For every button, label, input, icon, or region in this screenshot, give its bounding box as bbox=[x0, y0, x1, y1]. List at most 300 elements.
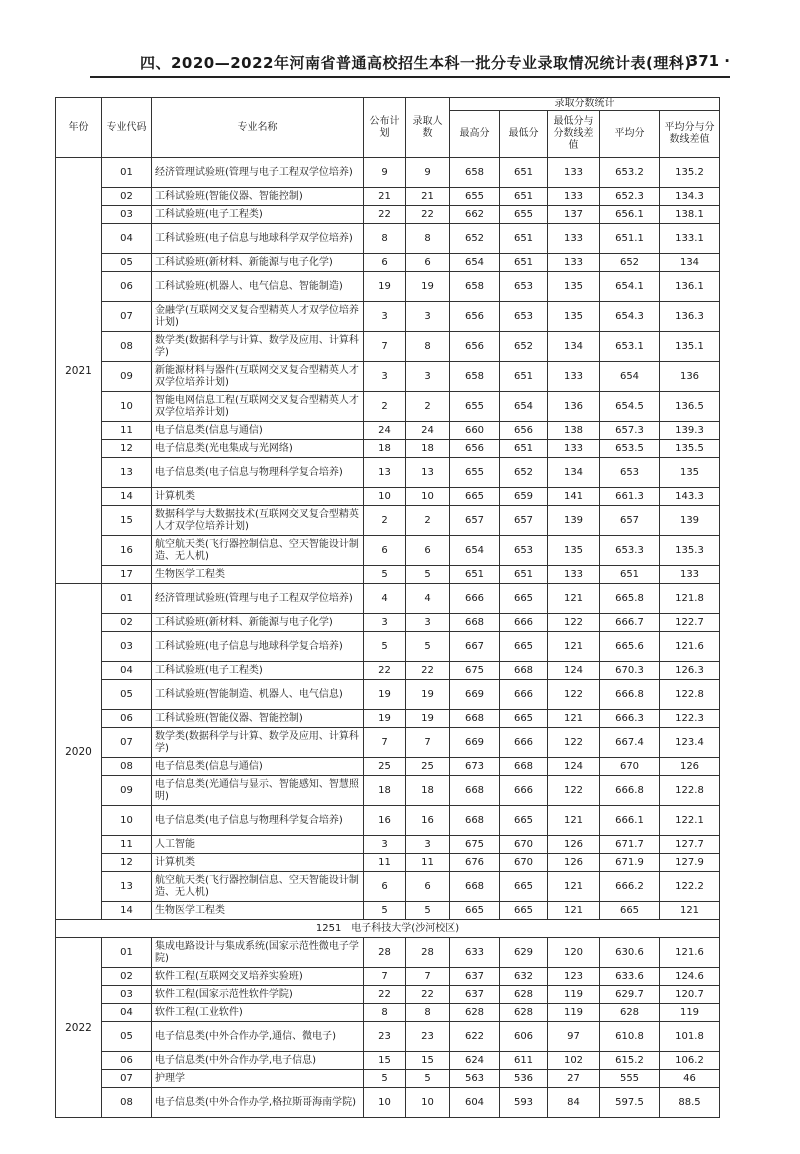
cell-avg-diff: 135.3 bbox=[660, 536, 720, 566]
cell-min: 651 bbox=[500, 158, 548, 188]
cell-min-diff: 120 bbox=[548, 938, 600, 968]
cell-avg: 671.7 bbox=[600, 836, 660, 854]
table-row bbox=[56, 158, 720, 188]
cell-avg-diff: 46 bbox=[660, 1070, 720, 1088]
year-cell: 2022 bbox=[56, 938, 102, 1118]
cell-name: 软件工程(工业软件) bbox=[152, 1004, 364, 1022]
cell-code: 07 bbox=[102, 302, 152, 332]
cell-admit: 11 bbox=[406, 854, 450, 872]
cell-admit: 2 bbox=[406, 392, 450, 422]
table-row bbox=[56, 392, 720, 422]
cell-min: 651 bbox=[500, 224, 548, 254]
cell-avg-diff: 134 bbox=[660, 254, 720, 272]
cell-max: 660 bbox=[450, 422, 500, 440]
table-row bbox=[56, 632, 720, 662]
cell-avg-diff: 122.7 bbox=[660, 614, 720, 632]
table-row bbox=[56, 776, 720, 806]
cell-plan: 16 bbox=[364, 806, 406, 836]
cell-code: 14 bbox=[102, 902, 152, 920]
cell-plan: 3 bbox=[364, 302, 406, 332]
cell-max: 675 bbox=[450, 836, 500, 854]
cell-code: 07 bbox=[102, 728, 152, 758]
cell-name: 电子信息类(信息与通信) bbox=[152, 758, 364, 776]
cell-name: 工科试验班(新材料、新能源与电子化学) bbox=[152, 254, 364, 272]
cell-code: 01 bbox=[102, 584, 152, 614]
cell-avg-diff: 136.3 bbox=[660, 302, 720, 332]
cell-name: 电子信息类(信息与通信) bbox=[152, 422, 364, 440]
cell-avg-diff: 122.2 bbox=[660, 872, 720, 902]
cell-code: 15 bbox=[102, 506, 152, 536]
cell-avg: 671.9 bbox=[600, 854, 660, 872]
cell-min-diff: 122 bbox=[548, 728, 600, 758]
cell-min-diff: 121 bbox=[548, 902, 600, 920]
cell-name: 经济管理试验班(管理与电子工程双学位培养) bbox=[152, 158, 364, 188]
cell-name: 护理学 bbox=[152, 1070, 364, 1088]
cell-min-diff: 27 bbox=[548, 1070, 600, 1088]
cell-admit: 2 bbox=[406, 506, 450, 536]
cell-code: 04 bbox=[102, 662, 152, 680]
cell-plan: 7 bbox=[364, 332, 406, 362]
cell-min-diff: 124 bbox=[548, 758, 600, 776]
cell-admit: 10 bbox=[406, 488, 450, 506]
cell-avg: 654.3 bbox=[600, 302, 660, 332]
cell-name: 工科试验班(电子信息与地球科学双学位培养) bbox=[152, 224, 364, 254]
section-2020 bbox=[56, 584, 720, 920]
cell-plan: 2 bbox=[364, 506, 406, 536]
cell-plan: 15 bbox=[364, 1052, 406, 1070]
cell-avg: 555 bbox=[600, 1070, 660, 1088]
page-header bbox=[90, 50, 730, 76]
cell-min-diff: 134 bbox=[548, 332, 600, 362]
cell-name: 软件工程(国家示范性软件学院) bbox=[152, 986, 364, 1004]
cell-admit: 19 bbox=[406, 710, 450, 728]
cell-max: 637 bbox=[450, 968, 500, 986]
cell-min: 632 bbox=[500, 968, 548, 986]
cell-avg: 661.3 bbox=[600, 488, 660, 506]
cell-min: 666 bbox=[500, 728, 548, 758]
cell-min-diff: 84 bbox=[548, 1088, 600, 1118]
cell-admit: 22 bbox=[406, 986, 450, 1004]
table-row bbox=[56, 1052, 720, 1070]
col-min: 最低分 bbox=[500, 111, 548, 158]
cell-admit: 8 bbox=[406, 224, 450, 254]
table-row bbox=[56, 986, 720, 1004]
cell-min: 653 bbox=[500, 272, 548, 302]
cell-plan: 5 bbox=[364, 632, 406, 662]
table-row bbox=[56, 422, 720, 440]
cell-admit: 5 bbox=[406, 566, 450, 584]
cell-min: 670 bbox=[500, 836, 548, 854]
cell-plan: 5 bbox=[364, 902, 406, 920]
cell-admit: 7 bbox=[406, 728, 450, 758]
cell-max: 666 bbox=[450, 584, 500, 614]
cell-name: 软件工程(互联网交叉培养实验班) bbox=[152, 968, 364, 986]
cell-min: 651 bbox=[500, 566, 548, 584]
cell-min: 651 bbox=[500, 254, 548, 272]
cell-max: 668 bbox=[450, 776, 500, 806]
cell-min: 657 bbox=[500, 506, 548, 536]
cell-max: 655 bbox=[450, 188, 500, 206]
cell-avg: 666.7 bbox=[600, 614, 660, 632]
table-row bbox=[56, 488, 720, 506]
cell-min-diff: 133 bbox=[548, 158, 600, 188]
cell-min-diff: 121 bbox=[548, 806, 600, 836]
cell-min: 666 bbox=[500, 680, 548, 710]
section-2021 bbox=[56, 158, 720, 584]
cell-code: 11 bbox=[102, 836, 152, 854]
cell-avg: 652.3 bbox=[600, 188, 660, 206]
cell-code: 10 bbox=[102, 392, 152, 422]
cell-avg-diff: 133.1 bbox=[660, 224, 720, 254]
table-row bbox=[56, 728, 720, 758]
cell-avg: 666.3 bbox=[600, 710, 660, 728]
cell-max: 655 bbox=[450, 392, 500, 422]
cell-avg-diff: 136 bbox=[660, 362, 720, 392]
table-row bbox=[56, 662, 720, 680]
cell-avg-diff: 135 bbox=[660, 458, 720, 488]
cell-max: 669 bbox=[450, 728, 500, 758]
cell-admit: 4 bbox=[406, 584, 450, 614]
cell-min: 606 bbox=[500, 1022, 548, 1052]
table-row bbox=[56, 758, 720, 776]
col-avg-diff: 平均分与分数线差值 bbox=[660, 111, 720, 158]
cell-admit: 18 bbox=[406, 776, 450, 806]
cell-avg: 651.1 bbox=[600, 224, 660, 254]
cell-avg-diff: 138.1 bbox=[660, 206, 720, 224]
cell-plan: 18 bbox=[364, 776, 406, 806]
cell-name: 工科试验班(电子工程类) bbox=[152, 206, 364, 224]
col-avg: 平均分 bbox=[600, 111, 660, 158]
cell-min: 670 bbox=[500, 854, 548, 872]
col-max: 最高分 bbox=[450, 111, 500, 158]
cell-avg: 666.2 bbox=[600, 872, 660, 902]
cell-admit: 6 bbox=[406, 872, 450, 902]
cell-min: 593 bbox=[500, 1088, 548, 1118]
cell-avg-diff: 134.3 bbox=[660, 188, 720, 206]
cell-avg: 654.1 bbox=[600, 272, 660, 302]
cell-name: 人工智能 bbox=[152, 836, 364, 854]
table-row bbox=[56, 254, 720, 272]
cell-min-diff: 122 bbox=[548, 776, 600, 806]
cell-min-diff: 126 bbox=[548, 836, 600, 854]
cell-name: 智能电网信息工程(互联网交叉复合型精英人才双学位培养计划) bbox=[152, 392, 364, 422]
cell-max: 656 bbox=[450, 332, 500, 362]
cell-avg: 665.6 bbox=[600, 632, 660, 662]
cell-name: 新能源材料与器件(互联网交叉复合型精英人才双学位培养计划) bbox=[152, 362, 364, 392]
cell-avg-diff: 135.1 bbox=[660, 332, 720, 362]
cell-avg-diff: 136.1 bbox=[660, 272, 720, 302]
table-row bbox=[56, 188, 720, 206]
cell-avg: 656.1 bbox=[600, 206, 660, 224]
cell-avg-diff: 122.8 bbox=[660, 776, 720, 806]
cell-min-diff: 133 bbox=[548, 566, 600, 584]
cell-name: 电子信息类(电子信息与物理科学复合培养) bbox=[152, 458, 364, 488]
cell-max: 657 bbox=[450, 506, 500, 536]
table-row bbox=[56, 272, 720, 302]
cell-avg: 667.4 bbox=[600, 728, 660, 758]
cell-admit: 16 bbox=[406, 806, 450, 836]
cell-avg: 670.3 bbox=[600, 662, 660, 680]
cell-plan: 5 bbox=[364, 1070, 406, 1088]
cell-plan: 22 bbox=[364, 662, 406, 680]
cell-max: 662 bbox=[450, 206, 500, 224]
cell-name: 金融学(互联网交叉复合型精英人才双学位培养计划) bbox=[152, 302, 364, 332]
cell-plan: 7 bbox=[364, 968, 406, 986]
cell-code: 03 bbox=[102, 632, 152, 662]
cell-plan: 19 bbox=[364, 710, 406, 728]
cell-name: 经济管理试验班(管理与电子工程双学位培养) bbox=[152, 584, 364, 614]
cell-min: 629 bbox=[500, 938, 548, 968]
cell-avg: 654.5 bbox=[600, 392, 660, 422]
cell-code: 08 bbox=[102, 332, 152, 362]
cell-admit: 3 bbox=[406, 836, 450, 854]
cell-avg: 665 bbox=[600, 902, 660, 920]
cell-plan: 22 bbox=[364, 206, 406, 224]
cell-max: 668 bbox=[450, 614, 500, 632]
table-row bbox=[56, 1022, 720, 1052]
cell-avg: 653.1 bbox=[600, 332, 660, 362]
cell-avg: 628 bbox=[600, 1004, 660, 1022]
page-number: · 371 · bbox=[676, 52, 730, 70]
cell-plan: 6 bbox=[364, 254, 406, 272]
cell-min: 655 bbox=[500, 206, 548, 224]
cell-max: 665 bbox=[450, 488, 500, 506]
cell-max: 637 bbox=[450, 986, 500, 1004]
cell-code: 04 bbox=[102, 1004, 152, 1022]
cell-min-diff: 126 bbox=[548, 854, 600, 872]
cell-avg-diff: 121.6 bbox=[660, 632, 720, 662]
cell-name: 生物医学工程类 bbox=[152, 902, 364, 920]
cell-admit: 18 bbox=[406, 440, 450, 458]
cell-plan: 25 bbox=[364, 758, 406, 776]
cell-name: 工科试验班(智能制造、机器人、电气信息) bbox=[152, 680, 364, 710]
cell-avg-diff: 143.3 bbox=[660, 488, 720, 506]
cell-name: 电子信息类(中外合作办学,通信、微电子) bbox=[152, 1022, 364, 1052]
col-plan: 公布计划 bbox=[364, 98, 406, 158]
cell-plan: 6 bbox=[364, 536, 406, 566]
cell-plan: 8 bbox=[364, 224, 406, 254]
cell-min-diff: 121 bbox=[548, 710, 600, 728]
cell-min: 652 bbox=[500, 332, 548, 362]
table-row bbox=[56, 938, 720, 968]
cell-avg-diff: 121.8 bbox=[660, 584, 720, 614]
cell-plan: 19 bbox=[364, 680, 406, 710]
cell-max: 633 bbox=[450, 938, 500, 968]
cell-max: 669 bbox=[450, 680, 500, 710]
cell-max: 675 bbox=[450, 662, 500, 680]
cell-avg: 653 bbox=[600, 458, 660, 488]
cell-code: 07 bbox=[102, 1070, 152, 1088]
cell-max: 668 bbox=[450, 872, 500, 902]
cell-min-diff: 119 bbox=[548, 1004, 600, 1022]
cell-code: 02 bbox=[102, 614, 152, 632]
cell-admit: 23 bbox=[406, 1022, 450, 1052]
col-name: 专业名称 bbox=[152, 98, 364, 158]
table-row bbox=[56, 566, 720, 584]
cell-code: 08 bbox=[102, 1088, 152, 1118]
cell-avg: 633.6 bbox=[600, 968, 660, 986]
admission-stats-table bbox=[55, 97, 720, 1118]
cell-code: 12 bbox=[102, 854, 152, 872]
cell-min-diff: 133 bbox=[548, 254, 600, 272]
table-row bbox=[56, 902, 720, 920]
cell-avg: 615.2 bbox=[600, 1052, 660, 1070]
cell-admit: 25 bbox=[406, 758, 450, 776]
cell-admit: 5 bbox=[406, 1070, 450, 1088]
cell-code: 16 bbox=[102, 536, 152, 566]
cell-code: 08 bbox=[102, 758, 152, 776]
cell-name: 数学类(数据科学与计算、数学及应用、计算科学) bbox=[152, 728, 364, 758]
cell-avg: 652 bbox=[600, 254, 660, 272]
cell-admit: 8 bbox=[406, 1004, 450, 1022]
cell-plan: 3 bbox=[364, 836, 406, 854]
cell-avg-diff: 127.9 bbox=[660, 854, 720, 872]
cell-max: 658 bbox=[450, 362, 500, 392]
cell-name: 电子信息类(中外合作办学,电子信息) bbox=[152, 1052, 364, 1070]
cell-admit: 5 bbox=[406, 632, 450, 662]
cell-avg-diff: 121.6 bbox=[660, 938, 720, 968]
section-2022 bbox=[56, 938, 720, 1118]
cell-min-diff: 134 bbox=[548, 458, 600, 488]
cell-min-diff: 136 bbox=[548, 392, 600, 422]
table-row bbox=[56, 1088, 720, 1118]
cell-min: 665 bbox=[500, 710, 548, 728]
cell-max: 622 bbox=[450, 1022, 500, 1052]
cell-code: 13 bbox=[102, 872, 152, 902]
cell-avg-diff: 126 bbox=[660, 758, 720, 776]
table-row bbox=[56, 1004, 720, 1022]
cell-avg-diff: 88.5 bbox=[660, 1088, 720, 1118]
cell-code: 06 bbox=[102, 710, 152, 728]
cell-code: 01 bbox=[102, 158, 152, 188]
cell-min-diff: 97 bbox=[548, 1022, 600, 1052]
table-row bbox=[56, 506, 720, 536]
cell-min-diff: 133 bbox=[548, 362, 600, 392]
cell-min-diff: 119 bbox=[548, 986, 600, 1004]
table-row bbox=[56, 584, 720, 614]
cell-min: 665 bbox=[500, 632, 548, 662]
cell-avg: 610.8 bbox=[600, 1022, 660, 1052]
cell-code: 10 bbox=[102, 806, 152, 836]
cell-avg: 657.3 bbox=[600, 422, 660, 440]
cell-admit: 24 bbox=[406, 422, 450, 440]
cell-plan: 8 bbox=[364, 1004, 406, 1022]
table-row bbox=[56, 362, 720, 392]
cell-avg-diff: 122.3 bbox=[660, 710, 720, 728]
cell-min: 665 bbox=[500, 584, 548, 614]
cell-max: 668 bbox=[450, 710, 500, 728]
table-row bbox=[56, 680, 720, 710]
cell-admit: 19 bbox=[406, 272, 450, 302]
cell-min: 656 bbox=[500, 422, 548, 440]
cell-name: 工科试验班(机器人、电气信息、智能制造) bbox=[152, 272, 364, 302]
cell-admit: 22 bbox=[406, 662, 450, 680]
cell-min-diff: 137 bbox=[548, 206, 600, 224]
cell-avg: 629.7 bbox=[600, 986, 660, 1004]
cell-min: 665 bbox=[500, 872, 548, 902]
cell-admit: 9 bbox=[406, 158, 450, 188]
cell-avg-diff: 123.4 bbox=[660, 728, 720, 758]
cell-min: 654 bbox=[500, 392, 548, 422]
cell-avg: 597.5 bbox=[600, 1088, 660, 1118]
cell-avg: 666.8 bbox=[600, 776, 660, 806]
cell-min: 653 bbox=[500, 536, 548, 566]
cell-max: 658 bbox=[450, 158, 500, 188]
table-row bbox=[56, 854, 720, 872]
cell-code: 04 bbox=[102, 224, 152, 254]
cell-min-diff: 121 bbox=[548, 584, 600, 614]
cell-min: 628 bbox=[500, 986, 548, 1004]
cell-code: 01 bbox=[102, 938, 152, 968]
cell-name: 集成电路设计与集成系统(国家示范性微电子学院) bbox=[152, 938, 364, 968]
cell-min-diff: 135 bbox=[548, 536, 600, 566]
table-row bbox=[56, 710, 720, 728]
cell-code: 03 bbox=[102, 986, 152, 1004]
cell-name: 航空航天类(飞行器控制信息、空天智能设计制造、无人机) bbox=[152, 872, 364, 902]
cell-max: 628 bbox=[450, 1004, 500, 1022]
table-row bbox=[56, 302, 720, 332]
cell-avg: 630.6 bbox=[600, 938, 660, 968]
cell-name: 工科试验班(电子工程类) bbox=[152, 662, 364, 680]
cell-min: 666 bbox=[500, 614, 548, 632]
cell-name: 计算机类 bbox=[152, 488, 364, 506]
cell-plan: 5 bbox=[364, 566, 406, 584]
cell-max: 563 bbox=[450, 1070, 500, 1088]
cell-min-diff: 133 bbox=[548, 188, 600, 206]
cell-name: 数据科学与大数据技术(互联网交叉复合型精英人才双学位培养计划) bbox=[152, 506, 364, 536]
cell-avg-diff: 106.2 bbox=[660, 1052, 720, 1070]
cell-min-diff: 122 bbox=[548, 680, 600, 710]
cell-admit: 5 bbox=[406, 902, 450, 920]
cell-max: 673 bbox=[450, 758, 500, 776]
table-row bbox=[56, 440, 720, 458]
cell-admit: 7 bbox=[406, 968, 450, 986]
cell-min: 611 bbox=[500, 1052, 548, 1070]
cell-plan: 4 bbox=[364, 584, 406, 614]
cell-avg: 653.5 bbox=[600, 440, 660, 458]
cell-name: 航空航天类(飞行器控制信息、空天智能设计制造、无人机) bbox=[152, 536, 364, 566]
cell-code: 12 bbox=[102, 440, 152, 458]
cell-avg-diff: 122.1 bbox=[660, 806, 720, 836]
cell-plan: 21 bbox=[364, 188, 406, 206]
cell-avg-diff: 124.6 bbox=[660, 968, 720, 986]
table-row bbox=[56, 1070, 720, 1088]
cell-name: 工科试验班(智能仪器、智能控制) bbox=[152, 710, 364, 728]
cell-code: 03 bbox=[102, 206, 152, 224]
cell-code: 06 bbox=[102, 1052, 152, 1070]
cell-name: 工科试验班(电子信息与地球科学复合培养) bbox=[152, 632, 364, 662]
cell-admit: 13 bbox=[406, 458, 450, 488]
year-cell: 2020 bbox=[56, 584, 102, 920]
cell-min-diff: 135 bbox=[548, 302, 600, 332]
cell-min-diff: 121 bbox=[548, 872, 600, 902]
cell-min: 653 bbox=[500, 302, 548, 332]
col-admit: 录取人数 bbox=[406, 98, 450, 158]
cell-plan: 9 bbox=[364, 158, 406, 188]
cell-code: 09 bbox=[102, 362, 152, 392]
cell-max: 652 bbox=[450, 224, 500, 254]
cell-min-diff: 124 bbox=[548, 662, 600, 680]
cell-min-diff: 122 bbox=[548, 614, 600, 632]
cell-max: 655 bbox=[450, 458, 500, 488]
cell-max: 665 bbox=[450, 902, 500, 920]
cell-min: 665 bbox=[500, 902, 548, 920]
cell-plan: 24 bbox=[364, 422, 406, 440]
cell-min-diff: 121 bbox=[548, 632, 600, 662]
cell-code: 05 bbox=[102, 254, 152, 272]
table-row bbox=[56, 806, 720, 836]
cell-plan: 13 bbox=[364, 458, 406, 488]
